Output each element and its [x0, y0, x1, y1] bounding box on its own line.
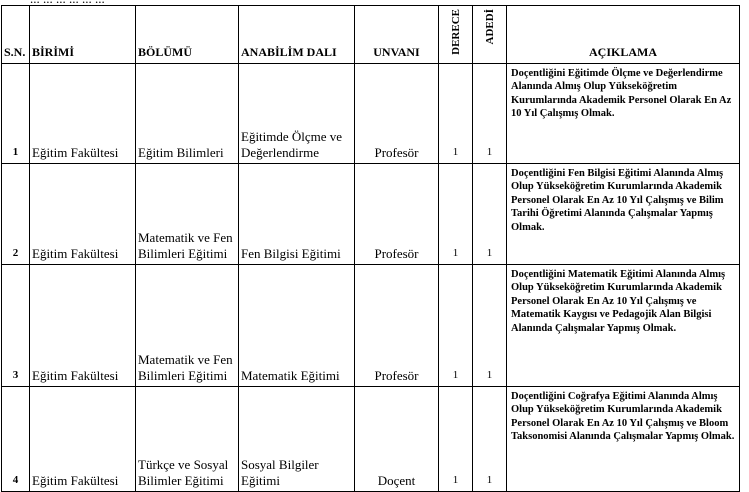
cell-adedi: 1: [473, 164, 507, 265]
cell-aciklama: Doçentliğini Coğrafya Eğitimi Alanında Almış Olup Yükseköğretim Kurumlarında Akademik Personel Olarak En Az 10 Yıl Çalışmış ve Bloom Taksonomisi Alanında Çalışmalar Yapmış Olmak.: [507, 387, 740, 492]
cell-adedi: 1: [473, 64, 507, 164]
cell-sn: 2: [2, 164, 30, 265]
header-derece: DERECE: [449, 9, 462, 55]
table-row: [2, 164, 740, 265]
cell-birimi: Eğitim Fakültesi: [30, 64, 136, 164]
cell-bolumu: Matematik ve Fen Bilimleri Eğitimi: [136, 265, 239, 387]
cell-anabilim: Eğitimde Ölçme ve Değerlendirme: [239, 64, 355, 164]
cell-birimi: Eğitim Fakültesi: [30, 265, 136, 387]
cell-aciklama: Doçentliğini Fen Bilgisi Eğitimi Alanında Almış Olup Yükseköğretim Kurumlarında Akademik Personel Olarak En Az 10 Yıl Çalışmış ve Bilim Tarihi Öğretimi Alanında Çalışmalar Yapmış Olmak.: [507, 164, 740, 265]
cell-unvani: Profesör: [355, 164, 439, 265]
cell-bolumu: Türkçe ve Sosyal Bilimler Eğitimi: [136, 387, 239, 492]
cell-sn: 1: [2, 64, 30, 164]
cell-aciklama: Doçentliğini Matematik Eğitimi Alanında Almış Olup Yükseköğretim Kurumlarında Akademik Personel Olarak En Az 10 Yıl Çalışmış ve Matematik Kaygısı ve Pedagojik Alan Bilgisi Alanında Çalışmalar Yapmış Olmak.: [507, 265, 740, 387]
header-unvani: UNVANI: [355, 6, 439, 64]
cell-unvani: Doçent: [355, 387, 439, 492]
cell-aciklama: Doçentliğini Eğitimde Ölçme ve Değerlendirme Alanında Almış Olup Yükseköğretim Kurumlarında Akademik Personel Olarak En Az 10 Yıl Çalışmış Olmak.: [507, 64, 740, 164]
table-row: [2, 265, 740, 387]
header-aciklama: AÇIKLAMA: [507, 6, 740, 64]
cell-derece: 1: [439, 164, 473, 265]
cell-unvani: Profesör: [355, 265, 439, 387]
table-row: [2, 387, 740, 492]
position-table: [1, 5, 740, 492]
cell-anabilim: Sosyal Bilgiler Eğitimi: [239, 387, 355, 492]
header-anabilim: ANABİLİM DALI: [239, 6, 355, 64]
cell-adedi: 1: [473, 265, 507, 387]
cell-derece: 1: [439, 64, 473, 164]
cell-derece: 1: [439, 265, 473, 387]
cell-anabilim: Fen Bilgisi Eğitimi: [239, 164, 355, 265]
cell-birimi: Eğitim Fakültesi: [30, 387, 136, 492]
cell-birimi: Eğitim Fakültesi: [30, 164, 136, 265]
header-birimi: BİRİMİ: [30, 6, 136, 64]
header-bolumu: BÖLÜMÜ: [136, 6, 239, 64]
table-row: [2, 64, 740, 164]
cell-anabilim: Matematik Eğitimi: [239, 265, 355, 387]
header-adedi: ADEDİ: [483, 9, 496, 45]
header-derece-cell: [439, 6, 473, 64]
cell-derece: 1: [439, 387, 473, 492]
cell-sn: 4: [2, 387, 30, 492]
cell-sn: 3: [2, 265, 30, 387]
header-adedi-cell: [473, 6, 507, 64]
header-sn: S.N.: [2, 6, 30, 64]
cell-bolumu: Eğitim Bilimleri: [136, 64, 239, 164]
cell-bolumu: Matematik ve Fen Bilimleri Eğitimi: [136, 164, 239, 265]
cell-unvani: Profesör: [355, 64, 439, 164]
header-row: [2, 6, 740, 64]
cell-adedi: 1: [473, 387, 507, 492]
